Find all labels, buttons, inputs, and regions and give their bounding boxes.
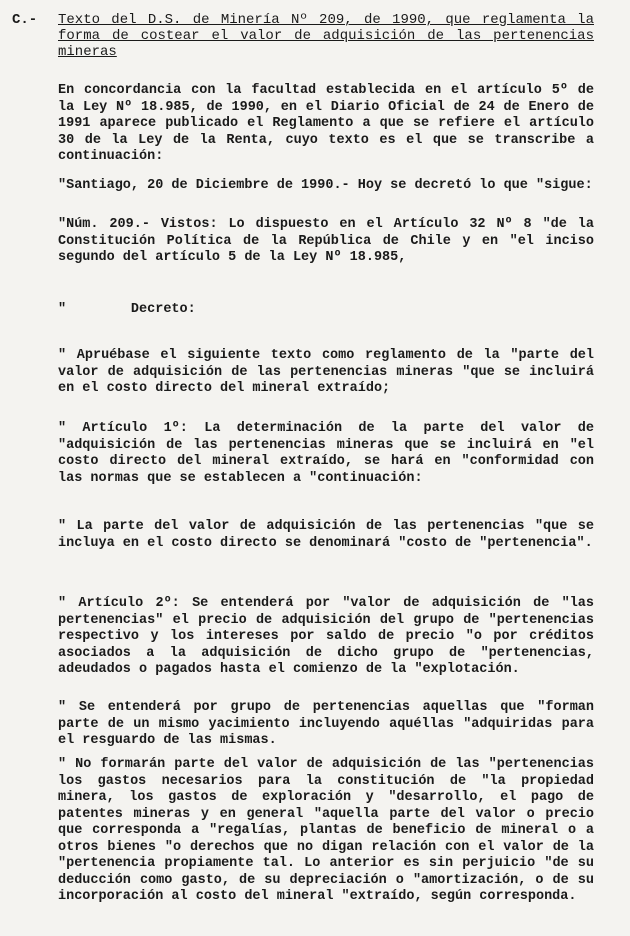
document-heading: Texto del D.S. de Minería Nº 209, de 1990, que reglamenta la forma de costear el valor de adquisición de las pertenencias mineras (58, 12, 594, 60)
santiago-paragraph: "Santiago, 20 de Diciembre de 1990.- Hoy se decretó lo que "sigue: (58, 178, 593, 193)
grupo-pertenencias-paragraph: " Se entenderá por grupo de pertenencias aquellas que "forman parte de un mismo yacimiento incluyendo aquéllas "adquiridas para el resguardo de las mismas. (58, 700, 594, 748)
section-label: C.- (12, 12, 38, 28)
vistos-paragraph: "Núm. 209.- Vistos: Lo dispuesto en el Artículo 32 Nº 8 "de la Constitución Política de la República de Chile y en "el inciso segundo del artículo 5 de la Ley Nº 18.985, (58, 217, 594, 265)
articulo-1-paragraph: " Artículo 1º: La determinación de la parte del valor de "adquisición de las pertenencias mineras que se incluirá en "el costo directo del mineral extraído, se hará en "conformidad con las normas que se establecen a "continuación: (58, 421, 594, 486)
no-formaran-paragraph: " No formarán parte del valor de adquisición de las "pertenencias los gastos necesarios para la constitución de "la propiedad minera, los gastos de exploración y "desarrollo, el pago de patentes mineras y en general "aquella parte del valor o precio que corresponda a "regalías, plantas de beneficio de mineral o a otros bienes "o derechos que no digan relación con el valor de la "pertenencia propiamente tal. Lo anterior es sin perjuicio "de su deducción como gasto, de su depreciación o "amortización, o de su incorporación al costo del mineral "extraído, según corresponda. (58, 757, 594, 904)
intro-paragraph: En concordancia con la facultad establecida en el artículo 5º de la Ley Nº 18.985, de 1990, en el Diario Oficial de 24 de Enero de 1991 aparece publicado el Reglamento a que se refiere el artículo 30 de la Ley de la Renta, cuyo texto es el que se transcribe a continuación: (58, 83, 594, 164)
costo-pertenencia-paragraph: " La parte del valor de adquisición de las pertenencias "que se incluya en el costo directo se denominará "costo de "pertenencia". (58, 519, 594, 551)
decreto-paragraph: " Decreto: (58, 302, 196, 317)
apruebase-paragraph: " Apruébase el siguiente texto como reglamento de la "parte del valor de adquisición de las pertenencias mineras "que se incluirá en el costo directo del mineral extraído; (58, 348, 594, 396)
articulo-2-paragraph: " Artículo 2º: Se entenderá por "valor de adquisición de "las pertenencias" el precio de adquisición del grupo de "pertenencias respectivo y los intereses por saldo de precio "o por créditos asociados a la adquisición de dicho grupo de "pertenencias, adeudados o pagados hasta el comienzo de la "explotación. (58, 596, 594, 677)
